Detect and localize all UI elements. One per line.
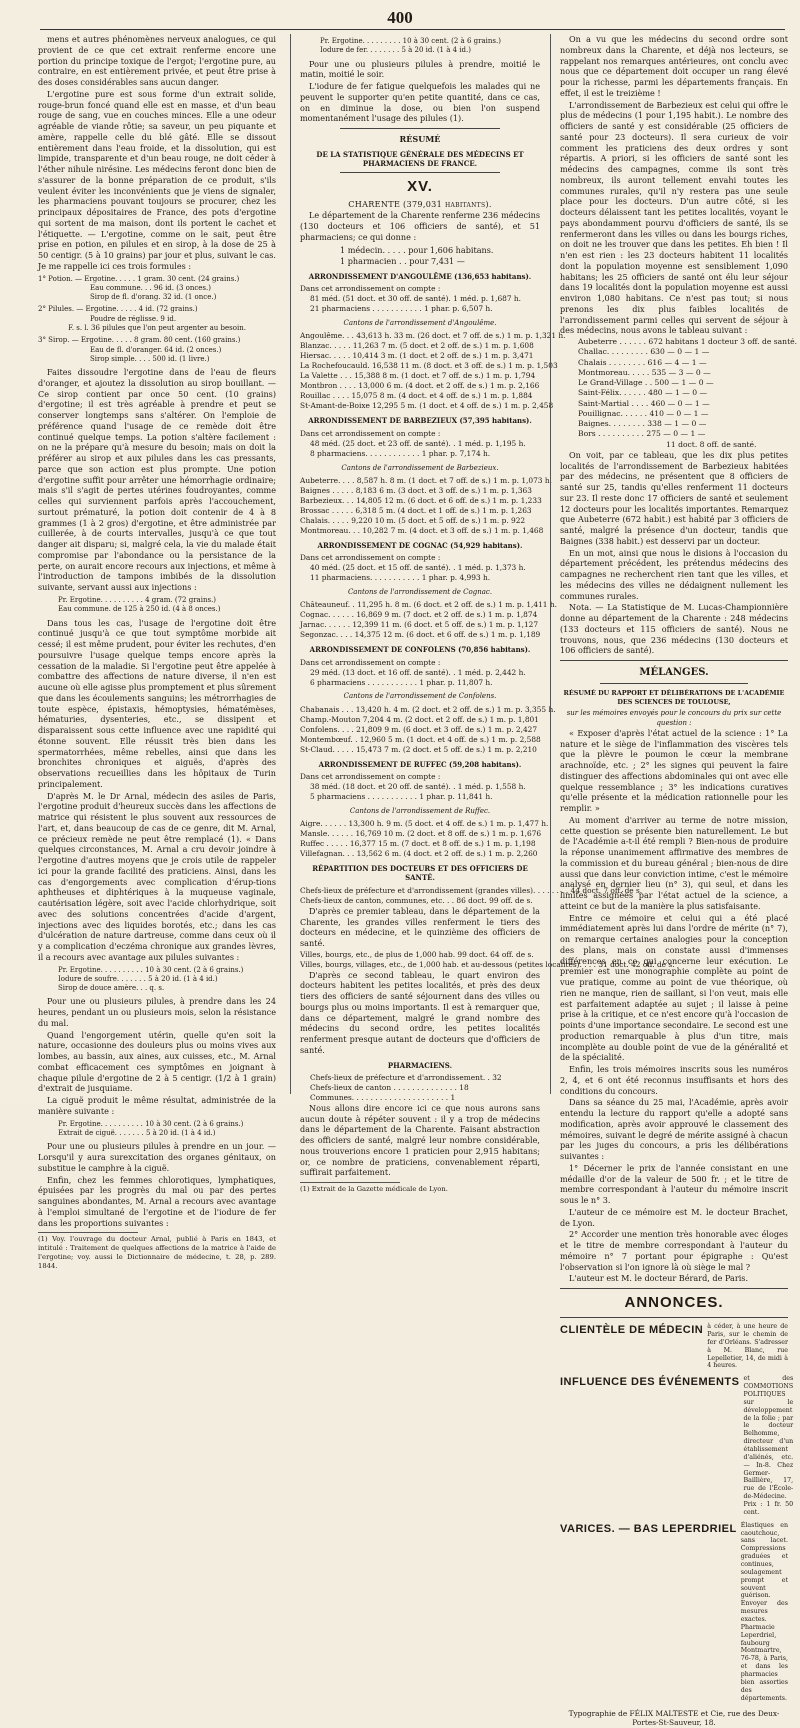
recipe-line: 3° Sirop. — Ergotine. . . . . 8 gram. 80 cent. (160 grains.) bbox=[38, 336, 276, 345]
canton-row: Chabanais . . . 13,420 h. 4 m. (2 doct. et 2 off. de s.) 1 m. p. 3,355 h. bbox=[300, 705, 540, 715]
canton-row: Villefagnan. . . 13,562 6 m. (4 doct. et 2 off. de s.) 1 m. p. 2,260 bbox=[300, 849, 540, 859]
c3-paragraph-6: « Exposer d'après l'état actuel de la science : 1° La nature et le siège de l'inflammation des viscères tels que la plèvre le poumon le cœur la membrane arachnoïde, etc. ; 2° les signes qui peuvent la faire distinguer des affections abdominales qui ont avec elle quelque ressemblance ; 3° les indications curatives qu'elle présente et la médication rationnelle pour les remplir. » bbox=[560, 728, 788, 814]
canton-row: Blanzac. . . . . 11,263 7 m. (5 doct. et 2 off. de s.) 1 m. p. 1,608 bbox=[300, 341, 540, 351]
recipe-line: Pr. Ergotine. . . . . . . . . 10 à 30 cent. (2 à 6 grains.) bbox=[300, 37, 540, 46]
arr-summary: 8 pharmaciens. . . . . . . . . . . . 1 phar. p. 7,174 h. bbox=[300, 449, 540, 459]
recipe-potion bbox=[38, 275, 276, 303]
recipe-line: Eau de fl. d'oranger. 64 id. (2 onces.) bbox=[38, 346, 276, 355]
canton-row: Montembœuf. . 12,960 5 m. (1 doct. et 4 off. de s.) 1 m. p. 2,588 bbox=[300, 735, 540, 745]
column-2 bbox=[300, 34, 540, 1082]
ratio-line: 1 pharmacien . . pour 7,431 — bbox=[340, 256, 540, 267]
c1-paragraph-3: Faites dissoudre l'ergotine dans de l'eau de fleurs d'oranger, et ajoutez la dissolution au sirop bouillant. — Ce sirop contient par once 50 cent. (10 grains) d'ergotine; il est très agréable à prendre et peut se conserver longtemps sans s'altérer. On l'emploie de préférence quand l'usage de ce remède doit être continué quelque temps. La potion s'altère facilement : on ne la prépare qu'à mesure du besoin; mais on doit la préférer au sirop et aux pilules dans les cas pressants, parce que son action est plus prompte. Une potion d'ergotine suffit pour arrêter une hémorrhagie ordinaire; mais s'il s'agit de pertes utérines foudroyantes, comme celles qui surviennent parfois après l'accouchement, surtout prématuré, la potion doit contenir de 4 à 8 grammes (1 à 2 gros) d'ergotine, et être administrée par cuillerée, à de courts intervalles, jusqu'à ce que tout danger ait disparu; si, malgré cela, la vie du malade était compromise par l'abondance ou la persistance de la perte, on aurait encore recours aux injections, et même à l'introduction de tampons imbibés de la dissolution suivante, servant aussi aux injections : bbox=[38, 367, 276, 593]
ad-text: Élastiques en caoutchouc, sans lacet. Compressions graduées et continues, soulagement prompt et souvent guérison. Envoyer des mesures exactes. Pharmacie Leperdriel, faubourg Montmartre, 76-78, à Paris, et dans les pharmacies bien assorties des départements. bbox=[741, 1522, 788, 1703]
department-title: CHARENTE (379,031 habitants). bbox=[300, 199, 540, 210]
arr-summary: 6 pharmaciens . . . . . . . . . . . 1 phar. p. 11,807 h. bbox=[300, 678, 540, 688]
canton-row: Aigre. . . . . . 13,300 h. 9 m. (5 doct. et 4 off. de s.) 1 m. p. 1,477 h. bbox=[300, 819, 540, 829]
localities-table bbox=[560, 337, 788, 450]
recipe-line: Pr. Ergotine. . . . . . . . . . 10 à 30 cent. (2 à 6 grains.) bbox=[38, 1120, 276, 1129]
c1-paragraph-8: La ciguë produit le même résultat, administrée de la manière suivante : bbox=[38, 1095, 276, 1117]
ratio-line: 1 médecin. . . . . pour 1,606 habitans. bbox=[340, 245, 540, 256]
canton-row: Confolens. . . . 21,809 9 m. (6 doct. et 3 off. de s.) 1 m. p. 2,427 bbox=[300, 725, 540, 735]
recipe-injection bbox=[38, 596, 276, 615]
c3-paragraph-14: L'auteur est M. le docteur Bérard, de Paris. bbox=[560, 1273, 788, 1284]
c2-paragraph-3: D'après ce premier tableau, dans le département de la Charente, les grandes villes renferment le tiers des docteurs en médecine, et le quinzième des officiers de santé. bbox=[300, 906, 540, 949]
repartition-row: Chefs-lieux de préfecture et d'arrondissement (grandes villes). . . . . . . . 44 doct. 7 off. de s. bbox=[300, 886, 540, 896]
arr-heading: ARRONDISSEMENT D'ANGOULÊME (136,653 habitans). bbox=[300, 272, 540, 281]
recipe-iodure-soufre bbox=[38, 966, 276, 994]
pharmacien-row: Chefs-lieux de canton . . . . . . . . . . . . . . 18 bbox=[300, 1083, 540, 1093]
advertisement bbox=[560, 1323, 788, 1370]
header-rule bbox=[40, 29, 785, 30]
cantons-heading: Cantons de l'arrondissement d'Angoulême. bbox=[300, 319, 540, 328]
recipe-line: Sirop de fl. d'orang. 32 id. (1 once.) bbox=[38, 293, 276, 302]
c1-paragraph-10: Enfin, chez les femmes chlorotiques, lymphatiques, épuisées par les progrès du mal ou par des pertes sanguines abondantes, M. Arnal a recours avec avantage à l'emploi simultané de l'ergotine et de l'iodure de fer dans les proportions suivantes : bbox=[38, 1175, 276, 1229]
section-rule bbox=[340, 128, 500, 129]
c2-paragraph-2: L'iodure de fer fatigue quelquefois les malades qui ne peuvent le supporter qu'en petite quantité, dans ce cas, on en diminue la dose, ou bien l'on suspend momentanément l'usage des pilules (1). bbox=[300, 81, 540, 124]
recipe-line: Eau commune. . . 96 id. (3 onces.) bbox=[38, 284, 276, 293]
arr-count-label: Dans cet arrondissement on compte : bbox=[300, 772, 540, 782]
recipe-line: Extrait de ciguë. . . . . . . 5 à 20 id. (1 à 4 id.) bbox=[38, 1129, 276, 1138]
ad-text: à céder, à une heure de Paris, sur le chemin de fer d'Orléans. S'adresser à M. Blanc, rue Lepelletier, 14, de midi à 4 heures. bbox=[707, 1323, 788, 1370]
table-row: Saint-Félix. . . . . . 480 — 1 — 0 — bbox=[578, 388, 788, 398]
canton-row: St-Amant-de-Boixe 12,295 5 m. (1 doct. et 4 off. de s.) 1 m. p. 2,458 bbox=[300, 401, 540, 411]
repartition-row: Villes, bourgs, etc., de plus de 1,000 hab. 99 doct. 64 off. de s. bbox=[300, 950, 540, 960]
arr-heading: ARRONDISSEMENT DE RUFFEC (59,208 habitans). bbox=[300, 760, 540, 769]
c1-paragraph-5: D'après M. le Dr Arnal, médecin des asiles de Paris, l'ergotine produit d'heureux succès dans les affections de matrice qui résistent le plus souvent aux ressources de l'art, et, dans beaucoup de cas de ce genre, dit M. Arnal, ce précieux remède ne peut être remplacé (1). « Dans quelques circonstances, M. Arnal a cru devoir joindre à l'ergotine d'autres moyens que je crois utile de rappeler ici pour la grande facilité des praticiens. Ainsi, dans les cas d'engorgements avec complication d'érup-tions aphtheuses et diphtériques à la muqueuse vaginale, cautérisation légère, soit avec l'acide chlorhydrique, soit avec des solutions concentrées d'acide d'argent, injections avec des liquides borotés, etc.; dans les cas d'ulcération de nature dartreuse, comme dans ceux où il y a complication d'eczéma chronique aux grandes lèvres, il a recours avec avantage aux pilules suivantes : bbox=[38, 791, 276, 963]
cantons-heading: Cantons de l'arrondissement de Ruffec. bbox=[300, 807, 540, 816]
c3-paragraph-8: Entre ce mémoire et celui qui a été placé immédiatement après lui dans l'ordre de mérite (n° 7), on remarque certaines analogies pour la conception des plans, mais on constate aussi d'immenses différences en ce qui concerne leur exécution. Le premier est une monographie complète au point de vue pratique, comme au point de vue théorique, où rien ne manque, rien de saillant, si l'on veut, mais elle est parfaitement adaptée au sujet ; il laisse à peine prise à la critique, et ce n'est encore qu'à l'occasion de points d'une importance secondaire. Le second est une production remarquable à plus d'un titre, mais incomplète au double point de vue de la généralité et de la spécialité. bbox=[560, 913, 788, 1064]
ratio-block bbox=[300, 245, 540, 267]
arr-count-label: Dans cet arrondissement on compte : bbox=[300, 284, 540, 294]
recipe-line: Iodure de fer. . . . . . . . 5 à 20 id. (1 à 4 id.) bbox=[300, 46, 540, 55]
column-divider bbox=[550, 34, 551, 1094]
table-row: Le Grand-Village . . 500 — 1 — 0 — bbox=[578, 378, 788, 388]
canton-row: Jarnac. . . . . . 12,399 11 m. (6 doct. et 5 off. de s.) 1 m. p. 1,127 bbox=[300, 620, 540, 630]
column-1 bbox=[38, 34, 276, 1082]
c2-paragraph-1: Pour une ou plusieurs pilules à prendre, moitié le matin, moitié le soir. bbox=[300, 59, 540, 81]
c1-footnote: (1) Voy. l'ouvrage du docteur Arnal, publié à Paris en 1843, et intitulé : Traitement de quelques affections de la matrice à l'aide de l'ergotine; voy. aussi le Dictionnaire de médecine, t. 28, p. 289. 1844. bbox=[38, 1235, 276, 1270]
c3-paragraph-11: 1° Décerner le prix de l'année consistant en une médaille d'or de la valeur de 500 fr. ; et le titre de membre correspondant à l'auteur du mémoire inscrit sous le n° 3. bbox=[560, 1163, 788, 1206]
c1-paragraph-2: L'ergotine pure est sous forme d'un extrait solide, rouge-brun foncé quand elle est en masse, et d'un beau rouge de sang, vue en couches minces. Elle a une odeur agréable de viande rôtie; sa saveur, un peu piquante et amère, rappelle celle du blé gâté. Elle se dissout entièrement dans l'eau froide, et la dissolution, qui est limpide, transparente et d'un beau rouge, ne doit céder à l'éther nihule nirésine. Les médecins feront donc bien de s'assurer de la bonne préparation de ce produit, s'ils veulent éviter les inconvénients que je viens de signaler, les pharmaciens pouvant toujours se procurer, chez les principaux dépositaires de France, des pots d'ergotine qui sortent de ma maison, dont ils portent le cachet et l'étiquette. — L'ergotine, comme on le sait, peut être prise en potion, en pilules et en sirop, à la dose de 25 à 50 centigr. (5 à 10 grains) par jour et plus, suivant le cas. Je me rappelle ici ces trois formules : bbox=[38, 89, 276, 272]
c3-paragraph-9: Enfin, les trois mémoires inscrits sous les numéros 2, 4, et 6 ont été reconnus insuffisants et hors des conditions du concours. bbox=[560, 1064, 788, 1096]
arr-summary: 81 méd. (51 doct. et 30 off. de santé). 1 méd. p. 1,687 h. bbox=[300, 294, 540, 304]
c3-paragraph-2: L'arrondissement de Barbezieux est celui qui offre le plus de médecins (1 pour 1,195 habit.). Le nombre des officiers de santé y est considérable (25 officiers de santé pour 23 docteurs). Il sera curieux de voir comment les praticiens des deux ordres y sont répartis. A priori, si les officiers de santé sont les médecins des campagnes, comme ils sont très nombreux, ils auront tellement envahi toutes les communes rurales, qu'il n'y restera pas une seule place pour les docteurs. D'un autre côté, si les docteurs délaissent tant les petites localités, voyant le pays abondamment pourvu d'officiers de santé, ils se renfermeront dans les villes ou dans les bourgs riches, on doit ne les trouver que dans les petites. Eh bien ! Il n'en est rien : les 23 docteurs habitent 11 localités dont la population moyenne est sensiblement 1,090 habitans; les 25 officiers de santé ont élu leur séjour dans 19 localités dont la population moyenne est aussi environ 1,080 habitans. Ce n'est pas tout; si nous prenons les dix plus faibles localités de l'arrondissement parmi celles qui servent de séjour à des médecins, nous avons le tableau suivant : bbox=[560, 100, 788, 337]
c1-paragraph-1: mens et autres phénomènes nerveux analogues, ce qui provient de ce que cet extrait renferme encore une portion du principe toxique de l'ergot; l'ergotine pure, au contraire, en est entièrement privée, et peut être prise à des doses considérables sans aucun danger. bbox=[38, 34, 276, 88]
c1-paragraph-4: Dans tous les cas, l'usage de l'ergotine doit être continué jusqu'à ce que tout symptôme morbide ait cessé; il est même prudent, pour éviter les rechutes, d'en poursuivre l'usage quelque temps encore après la cessation de la maladie. Si l'ergotine peut être appelée à combattre des affections de nature diverse, il n'en est aucune où elle agisse plus promptement et plus sûrement que dans les écoulements sanguins; les métrorrhagies de toute espèce, épistaxis, hémoptysies, hématémèses, hématuries, dysenteries, etc., se dissipent et disparaissent sous cette influence avec une rapidité qui étonne souvent. Elle réussit très bien dans les spermatorrhées, même rebelles, ainsi que dans les bronchites chroniques et aiguës, d'après des observations recueillies dans les hôpitaux de Turin principalement. bbox=[38, 618, 276, 790]
canton-row: St-Claud. . . . . 15,473 7 m. (2 doct. et 5 off. de s.) 1 m. p. 2,210 bbox=[300, 745, 540, 755]
c3-paragraph-5: Nota. — La Statistique de M. Lucas-Championnière donne au département de la Charente : 248 médecins (133 docteurs et 115 officiers de santé). Nous ne trouvons, nous, que 236 médecins (130 docteurs et 106 officiers de santé). bbox=[560, 602, 788, 656]
c3-paragraph-1: On a vu que les médecins du second ordre sont nombreux dans la Charente, et déjà nos lecteurs, se rappelant nos remarques antérieures, ont conclu avec nous que ce département doit occuper un rang élevé pour la richesse, parmi les départements français. En effet, il est le treizième ! bbox=[560, 34, 788, 99]
arr-summary: 40 méd. (25 doct. et 15 off. de santé). . 1 méd. p. 1,373 h. bbox=[300, 563, 540, 573]
c3-paragraph-12: L'auteur de ce mémoire est M. le docteur Brachet, de Lyon. bbox=[560, 1207, 788, 1229]
arr-heading: ARRONDISSEMENT DE COGNAC (54,929 habitans). bbox=[300, 541, 540, 550]
column-3 bbox=[560, 34, 788, 1082]
c1-paragraph-7: Quand l'engorgement utérin, quelle qu'en soit la nature, occasionne des douleurs plus ou moins vives aux lombes, au bassin, aux aines, aux cuisses, etc., M. Arnal combat efficacement ces symptômes en joignant à chaque pilule d'ergotine de 2 à 5 centigr. (1/2 à 1 grain) d'extrait de jusquiame. bbox=[38, 1030, 276, 1095]
repartition-row: Chefs-lieux de canton, communes, etc. . . 86 doct. 99 off. de s. bbox=[300, 896, 540, 906]
section-number: XV. bbox=[300, 177, 540, 197]
recipe-pilules bbox=[38, 305, 276, 333]
recipe-line: Pr. Ergotine. . . . . . . . . . 10 à 30 cent. (2 à 6 grains.) bbox=[38, 966, 276, 975]
recipe-line: Poudre de réglisse. 9 id. bbox=[38, 315, 276, 324]
table-row: Challac. . . . . . . . . 630 — 0 — 1 — bbox=[578, 347, 788, 357]
pharmacien-row: Chefs-lieux de préfecture et d'arrondissement. . 32 bbox=[300, 1073, 540, 1083]
cantons-heading: Cantons de l'arrondissement de Barbezieux. bbox=[300, 464, 540, 473]
printer-imprint: Typographie de FÉLIX MALTESTE et Cie, rue des Deux-Portes-St-Sauveur, 18. bbox=[560, 1709, 788, 1728]
resume-subtitle: DE LA STATISTIQUE GÉNÉRALE DES MÉDECINS ET PHARMACIENS DE FRANCE. bbox=[300, 150, 540, 169]
advertisement bbox=[560, 1522, 788, 1703]
section-rule bbox=[600, 683, 748, 684]
arr-heading: ARRONDISSEMENT DE CONFOLENS (70,856 habitans). bbox=[300, 645, 540, 654]
pharmacien-row: Communes. . . . . . . . . . . . . . . . . . . . . 1 bbox=[300, 1093, 540, 1103]
table-total: 11 doct. 8 off. de santé. bbox=[578, 440, 788, 450]
advertisement bbox=[560, 1375, 788, 1516]
recipe-line: F. s. l. 36 pilules que l'on peut argenter au besoin. bbox=[38, 324, 276, 333]
table-row: Montmoreau. . . . . 535 — 3 — 0 — bbox=[578, 368, 788, 378]
recipe-line: Sirop simple. . . . 500 id. (1 livre.) bbox=[38, 355, 276, 364]
arr-heading: ARRONDISSEMENT DE BARBEZIEUX (57,395 habitans). bbox=[300, 416, 540, 425]
c3-paragraph-13: 2° Accorder une mention très honorable avec éloges et le titre de membre correspondant à l'auteur du mémoire n° 7 portant pour épigraphe : Qu'est l'observation si l'on ignore là où siège le mal ? bbox=[560, 1229, 788, 1272]
table-row: Baignes. . . . . . . . 338 — 1 — 0 — bbox=[578, 419, 788, 429]
table-row: Chalais . . . . . . . . 616 — 4 — 1 — bbox=[578, 358, 788, 368]
canton-row: Ruffec . . . . . 16,377 15 m. (7 doct. et 8 off. de s.) 1 m. p. 1,198 bbox=[300, 839, 540, 849]
canton-row: La Valette . . . 15,388 8 m. (1 doct. et 7 off. de s.) 1 m. p. 1,794 bbox=[300, 371, 540, 381]
melanges-subtitle-2: sur les mémoires envoyés pour le concours du prix sur cette question : bbox=[560, 709, 788, 728]
ad-title: CLIENTÈLE DE MÉDECIN bbox=[560, 1323, 703, 1338]
annonces-title: ANNONCES. bbox=[560, 1293, 788, 1313]
c2-paragraph-5: Nous allons dire encore ici ce que nous aurons sans aucun doute à répéter souvent : il y a trop de médecins dans le département de la Charente. Faisant abstraction des officiers de santé, malgré leur nombre considérable, nous trouverions encore 1 praticien pour 2,915 habitans; or, ce nombre de praticiens, convenablement réparti, suffirait parfaitement. bbox=[300, 1103, 540, 1178]
column-divider bbox=[290, 34, 291, 1094]
recipe-line: Sirop de douce amère. . . q. s. bbox=[38, 984, 276, 993]
canton-row: Champ.-Mouton 7,204 4 m. (2 doct. et 2 off. de s.) 1 m. p. 1,801 bbox=[300, 715, 540, 725]
canton-row: Cognac. . . . . . 16,869 9 m. (7 doct. et 2 off. de s.) 1 m. p. 1,874 bbox=[300, 610, 540, 620]
canton-row: Mansle. . . . . . 16,769 10 m. (2 doct. et 8 off. de s.) 1 m. p. 1,676 bbox=[300, 829, 540, 839]
c3-paragraph-4: En un mot, ainsi que nous le disions à l'occasion du département précédent, les prétendus médecins des campagnes ne recherchent rien tant que les villes, et les médecins des villes ne dédaignent nullement les communes rurales. bbox=[560, 548, 788, 602]
canton-row: Châteauneuf. . 11,295 h. 8 m. (6 doct. et 2 off. de s.) 1 m. p. 1,411 h. bbox=[300, 600, 540, 610]
c3-paragraph-3: On voit, par ce tableau, que les dix plus petites localités de l'arrondissement de Barbezieux habitées par des médecins, ne présentent que 8 officiers de santé sur 25, tandis qu'elles renferment 11 docteurs sur 23. Il reste donc 17 officiers de santé et seulement 12 docteurs pour les localités importantes. Remarquez que Aubeterre (672 habit.) est habité par 3 officiers de santé, malgré la présence d'un docteur, tandis que Baignes (338 habit.) est desservi par un docteur. bbox=[560, 450, 788, 547]
canton-row: Rouillac . . . . 15,075 8 m. (4 doct. et 4 off. de s.) 1 m. p. 1,884 bbox=[300, 391, 540, 401]
section-rule bbox=[560, 660, 788, 661]
arr-summary: 29 méd. (13 doct. et 16 off. de santé). . 1 méd. p. 2,442 h. bbox=[300, 668, 540, 678]
melanges-title: MÉLANGES. bbox=[560, 666, 788, 679]
recipe-sirop bbox=[38, 336, 276, 364]
arr-summary: 5 pharmaciens . . . . . . . . . . . 1 phar. p. 11,841 h. bbox=[300, 792, 540, 802]
canton-row: Angoulême. . . 43,613 h. 33 m. (26 doct. et 7 off. de s.) 1 m. p. 1,321 h. bbox=[300, 331, 540, 341]
canton-row: La Rochefoucauld. 16,538 11 m. (8 doct. et 3 off. de s.) 1 m. p. 1,503 bbox=[300, 361, 540, 371]
section-rule bbox=[340, 172, 500, 173]
melanges-subtitle: RÉSUMÉ DU RAPPORT ET DÉLIBÉRATIONS DE L'ACADÉMIE DES SCIENCES DE TOULOUSE, bbox=[560, 689, 788, 706]
arr-count-label: Dans cet arrondissement on compte : bbox=[300, 658, 540, 668]
cantons-heading: Cantons de l'arrondissement de Cognac. bbox=[300, 588, 540, 597]
canton-row: Hiersac. . . . . 10,414 3 m. (1 doct. et 2 off. de s.) 1 m. p. 3,471 bbox=[300, 351, 540, 361]
table-row: Bors . . . . . . . . . . 275 — 0 — 1 — bbox=[578, 429, 788, 439]
recipe-line: 2° Pilules. — Ergotine. . . . . 4 id. (72 grains.) bbox=[38, 305, 276, 314]
c1-paragraph-6: Pour une ou plusieurs pilules, à prendre dans les 24 heures, pendant un ou plusieurs mois, selon la résistance du mal. bbox=[38, 996, 276, 1028]
section-rule bbox=[560, 1288, 788, 1289]
arr-count-label: Dans cet arrondissement on compte : bbox=[300, 553, 540, 563]
canton-row: Barbezieux. . . 14,805 12 m. (6 doct. et 6 off. de s.) 1 m. p. 1,233 bbox=[300, 496, 540, 506]
canton-row: Chalais. . . . . 9,220 10 m. (5 doct. et 5 off. de s.) 1 m. p. 922 bbox=[300, 516, 540, 526]
c2-intro: Le département de la Charente renferme 236 médecins (130 docteurs et 106 officiers de santé), et 51 pharmaciens; ce qui donne : bbox=[300, 210, 540, 242]
recipe-iodure-fer bbox=[300, 37, 540, 56]
arr-count-label: Dans cet arrondissement on compte : bbox=[300, 429, 540, 439]
arr-summary: 11 pharmaciens. . . . . . . . . . . 1 phar. p. 4,993 h. bbox=[300, 573, 540, 583]
pharmaciens-heading: PHARMACIENS. bbox=[300, 1061, 540, 1070]
recipe-line: 1° Potion. — Ergotine. . . . . 1 gram. 30 cent. (24 grains.) bbox=[38, 275, 276, 284]
c3-paragraph-7: Au moment d'arriver au terme de notre mission, cette question se présente bien naturellement. Le but de l'Académie a-t-il été rempli ? Bien-nous de produire la réponse unanimement affirmative des membres de la commission et du bureau général ; bien-nous de dire aussi que dans leur conviction intime, c'est le mémoire analysé en dernier lieu (n° 3), qui seul, et dans les limites assignées par l'état actuel de la science, a atteint ce but de la manière la plus satisfaisante. bbox=[560, 815, 788, 912]
ad-text: et des COMMOTIONS POLITIQUES sur le développement de la folie ; par le docteur Belhomme, directeur d'un établissement d'aliénés, etc. — In-8. Chez Germer-Baillière, 17, rue de l'École-de-Médecine. Prix : 1 fr. 50 cent. bbox=[743, 1375, 793, 1516]
arr-summary: 38 méd. (18 doct. et 20 off. de santé). . 1 méd. p. 1,558 h. bbox=[300, 782, 540, 792]
recipe-line: Iodure de soufre. . . . . . . 5 à 20 id. (1 à 4 id.) bbox=[38, 975, 276, 984]
resume-title: RÉSUMÉ bbox=[300, 134, 540, 145]
table-row: Saint-Martial . . . . 460 — 0 — 1 — bbox=[578, 399, 788, 409]
table-row: Aubeterre . . . . . . 672 habitans 1 docteur 3 off. de santé. bbox=[578, 337, 788, 347]
c3-paragraph-10: Dans sa séance du 25 mai, l'Académie, après avoir entendu la lecture du rapport qu'elle a adopté sans modification, après avoir approuvé le classement des mémoires, suivant le degré de mérite assigné à chacun par les juges du concours, a pris les délibérations suivantes : bbox=[560, 1097, 788, 1162]
canton-row: Montbron . . . . 13,000 6 m. (4 doct. et 2 off. de s.) 1 m. p. 2,166 bbox=[300, 381, 540, 391]
recipe-line: Eau commune. de 125 à 250 id. (4 à 8 onces.) bbox=[38, 605, 276, 614]
table-row: Pouillignac. . . . . . 410 — 0 — 1 — bbox=[578, 409, 788, 419]
c2-paragraph-4: D'après ce second tableau, le quart environ des docteurs habitent les petites localités, et près des deux tiers des officiers de santé séjournent dans des villes ou bourgs plus ou moins importants. Il est à remarquer que, dans ce département, malgré le grand nombre des médecins du second ordre, les petites localités renferment presque autant de docteurs que d'officiers de santé. bbox=[300, 970, 540, 1056]
canton-row: Baignes . . . . . 8,183 6 m. (3 doct. et 3 off. de s.) 1 m. p. 1,363 bbox=[300, 486, 540, 496]
page-number: 400 bbox=[0, 8, 800, 28]
canton-row: Segonzac. . . . 14,375 12 m. (6 doct. et 6 off. de s.) 1 m. p. 1,189 bbox=[300, 630, 540, 640]
repartition-heading: RÉPARTITION DES DOCTEURS ET DES OFFICIERS DE SANTÉ. bbox=[300, 864, 540, 883]
repartition-row: Villes, bourgs, villages, etc., de 1,000 hab. et au-dessous (petites localités). . . . 31 doct. 42 off. de s. bbox=[300, 960, 540, 970]
cantons-heading: Cantons de l'arrondissement de Confolens. bbox=[300, 692, 540, 701]
recipe-line: Pr. Ergotine. . . . . . . . . . 4 gram. (72 grains.) bbox=[38, 596, 276, 605]
arr-summary: 48 méd. (25 doct. et 23 off. de santé). . 1 méd. p. 1,195 h. bbox=[300, 439, 540, 449]
canton-row: Aubeterre. . . . 8,587 h. 8 m. (1 doct. et 7 off. de s.) 1 m. p. 1,073 h. bbox=[300, 476, 540, 486]
recipe-cigue bbox=[38, 1120, 276, 1139]
canton-row: Brossac . . . . . 6,318 5 m. (4 doct. et 1 off. de s.) 1 m. p. 1,263 bbox=[300, 506, 540, 516]
section-rule bbox=[560, 1317, 788, 1318]
arr-summary: 21 pharmaciens . . . . . . . . . . . 1 phar. p. 6,507 h. bbox=[300, 304, 540, 314]
ad-title: VARICES. — BAS LEPERDRIEL bbox=[560, 1522, 737, 1537]
canton-row: Montmoreau. . . 10,282 7 m. (4 doct. et 3 off. de s.) 1 m. p. 1,468 bbox=[300, 526, 540, 536]
c2-footnote: (1) Extrait de la Gazette médicale de Lyon. bbox=[300, 1185, 540, 1194]
ad-title: INFLUENCE DES ÉVÉNEMENTS bbox=[560, 1375, 739, 1390]
c1-paragraph-9: Pour une ou plusieurs pilules à prendre en un jour. — Lorsqu'il y aura surexcitation des organes génitaux, on substitue le camphre à la ciguë. bbox=[38, 1141, 276, 1173]
